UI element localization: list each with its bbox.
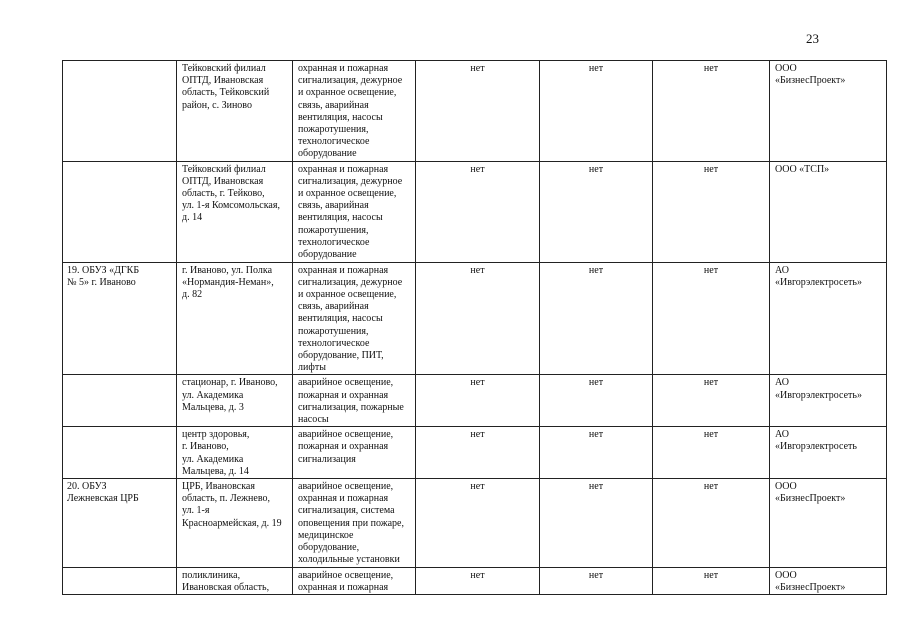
org-text: 19. ОБУЗ «ДГКБ № 5» г. Иваново [67,264,140,288]
systems-text: аварийное освещение, пожарная и охранная сигнализация, пожарные насосы [298,377,404,426]
location-cell [177,479,293,567]
value-cell: нет [416,427,540,479]
systems-cell [293,161,416,262]
systems-cell [293,262,416,375]
table-row [63,262,887,375]
org-cell [63,61,177,162]
contractor-cell [770,427,887,479]
org-cell [63,262,177,375]
page-number: 23 [806,31,819,46]
value-cell: нет [653,375,770,427]
org-cell [63,375,177,427]
contractor-text: АО «Ивгорэлектросеть [775,429,857,453]
value-cell: нет [540,427,653,479]
location-text: поликлиника, Ивановская область, [182,569,270,593]
systems-text: аварийное освещение, охранная и пожарная сигнализация, система оповещения при пожаре, медицинское оборудование, холодильные установки [298,481,404,566]
location-cell [177,427,293,479]
value-cell: нет [416,479,540,567]
systems-cell [293,427,416,479]
contractor-cell [770,161,887,262]
contractor-cell [770,479,887,567]
value-cell: нет [540,375,653,427]
contractor-text: ООО «ТСП» [775,163,830,175]
location-cell [177,262,293,375]
table-row [63,567,887,594]
contractor-cell [770,375,887,427]
contractor-text: АО «Ивгорэлектросеть» [775,264,862,288]
table-row [63,375,887,427]
location-cell [177,61,293,162]
location-text: стационар, г. Иваново, ул. Академика Мальцева, д. 3 [182,377,278,413]
contractor-cell [770,61,887,162]
location-text: г. Иваново, ул. Полка «Нормандия-Неман», д. 82 [182,264,274,301]
value-cell: нет [416,375,540,427]
systems-text: охранная и пожарная сигнализация, дежурное и охранное освещение, связь, аварийная вентиляция, насосы пожаротушения, технологическое оборудование [298,63,403,160]
systems-text: охранная и пожарная сигнализация, дежурное и охранное освещение, связь, аварийная вентиляция, насосы пожаротушения, технологическое оборудование [298,163,403,261]
location-text: ЦРБ, Ивановская область, п. Лежнево, ул. 1-я Красноармейская, д. 19 [182,481,282,529]
value-cell: нет [653,567,770,594]
location-text: Тейковский филиал ОПТД, Ивановская область, Тейковский район, с. Зиново [182,63,270,111]
org-text: 20. ОБУЗ Лежневская ЦРБ [67,481,139,505]
value-cell: нет [416,567,540,594]
systems-cell [293,567,416,594]
value-cell: нет [540,262,653,375]
org-cell [63,567,177,594]
contractor-cell [770,262,887,375]
table-row [63,427,887,479]
value-cell: нет [653,161,770,262]
systems-text: аварийное освещение, пожарная и охранная сигнализация [298,429,394,465]
org-cell [63,427,177,479]
location-text: центр здоровья, г. Иваново, ул. Академика Мальцева, д. 14 [182,429,250,477]
systems-cell [293,61,416,162]
table-row [63,161,887,262]
systems-cell [293,375,416,427]
value-cell: нет [416,262,540,375]
facilities-table [62,60,887,595]
location-cell [177,567,293,594]
table-row [63,61,887,162]
value-cell: нет [540,161,653,262]
systems-text: аварийное освещение, охранная и пожарная [298,569,394,593]
value-cell: нет [653,61,770,162]
org-cell [63,479,177,567]
location-cell [177,161,293,262]
systems-cell [293,479,416,567]
value-cell: нет [653,262,770,375]
value-cell: нет [653,479,770,567]
value-cell: нет [653,427,770,479]
org-cell [63,161,177,262]
contractor-text: ООО «БизнесПроект» [775,569,846,593]
contractor-cell [770,567,887,594]
contractor-text: АО «Ивгорэлектросеть» [775,377,862,401]
table-row [63,479,887,567]
value-cell: нет [540,61,653,162]
contractor-text: ООО «БизнесПроект» [775,481,846,505]
value-cell: нет [540,567,653,594]
value-cell: нет [416,61,540,162]
contractor-text: ООО «БизнесПроект» [775,63,846,87]
value-cell: нет [416,161,540,262]
location-cell [177,375,293,427]
systems-text: охранная и пожарная сигнализация, дежурное и охранное освещение, связь, аварийная вентиляция, насосы пожаротушения, технологическое оборудование, ПИТ, лифты [298,264,403,374]
location-text: Тейковский филиал ОПТД, Ивановская область, г. Тейково, ул. 1-я Комсомольская, д. 14 [182,163,280,224]
value-cell: нет [540,479,653,567]
